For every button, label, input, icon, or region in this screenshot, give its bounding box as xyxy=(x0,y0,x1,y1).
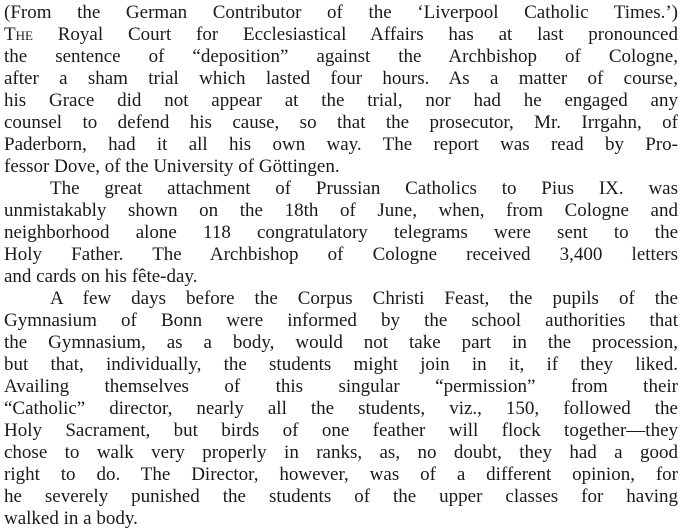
article-text-line xyxy=(4,354,678,376)
line-text: Royal Court for Ecclesiastical Affairs has at last pronounced xyxy=(32,24,678,45)
line-text: Gymnasium of Bonn were informed by the school authorities that xyxy=(4,310,678,331)
article-text-line xyxy=(4,398,678,420)
article-text-line xyxy=(4,134,678,156)
line-text: but that, individually, the students might join in it, if they liked. xyxy=(4,354,678,375)
line-text: right to do. The Director, however, was of a different opinion, for xyxy=(4,464,678,485)
article-text-line xyxy=(4,464,678,486)
line-text: after a sham trial which lasted four hours. As a matter of course, xyxy=(4,68,678,89)
article-text-line xyxy=(4,310,678,332)
article-text-line xyxy=(4,244,678,266)
line-text: “Catholic” director, nearly all the students, viz., 150, followed the xyxy=(4,398,678,419)
article-text-line xyxy=(4,90,678,112)
line-text: the Gymnasium, as a body, would not take part in the procession, xyxy=(4,332,678,353)
line-text: Holy Father. The Archbishop of Cologne received 3,400 letters xyxy=(4,244,678,265)
article-text-line xyxy=(4,420,678,442)
line-text: fessor Dove, of the University of Göttingen. xyxy=(4,156,340,177)
source-attribution-line xyxy=(4,2,678,24)
article-text-line xyxy=(4,266,678,288)
line-text: walked in a body. xyxy=(4,508,138,529)
line-text: (From the German Contributor of the ‘Liverpool Catholic Times.’) xyxy=(4,2,678,23)
article-text-line xyxy=(4,442,678,464)
line-text: counsel to defend his cause, so that the prosecutor, Mr. Irrgahn, of xyxy=(4,112,678,133)
line-text: unmistakably shown on the 18th of June, when, from Cologne and xyxy=(4,200,678,221)
line-text: A few days before the Corpus Christi Feast, the pupils of the xyxy=(50,288,678,309)
line-text: he severely punished the students of the upper classes for having xyxy=(4,486,678,507)
line-text: his Grace did not appear at the trial, nor had he engaged any xyxy=(4,90,678,111)
article-text-line xyxy=(4,112,678,134)
lead-word: The xyxy=(4,24,33,45)
article-text-line xyxy=(4,486,678,508)
article-text-line xyxy=(4,24,678,46)
article-text-line xyxy=(4,156,678,178)
line-text: Paderborn, had it all his own way. The report was read by Pro- xyxy=(4,134,678,155)
article-text-line xyxy=(4,46,678,68)
article-text-line xyxy=(4,178,678,200)
article-text-line xyxy=(4,376,678,398)
article-text-line xyxy=(4,332,678,354)
article-text-line xyxy=(4,68,678,90)
line-text: chose to walk very properly in ranks, as, no doubt, they had a good xyxy=(4,442,678,463)
line-text: The great attachment of Prussian Catholics to Pius IX. was xyxy=(50,178,678,199)
article-body xyxy=(4,2,678,530)
line-text: Availing themselves of this singular “permission” from their xyxy=(4,376,678,397)
article-text-line xyxy=(4,288,678,310)
article-text-line xyxy=(4,200,678,222)
article-text-line xyxy=(4,508,678,530)
line-text: the sentence of “deposition” against the Archbishop of Cologne, xyxy=(4,46,678,67)
line-text: Holy Sacrament, but birds of one feather will flock together—they xyxy=(4,420,678,441)
line-text: neighborhood alone 118 congratulatory telegrams were sent to the xyxy=(4,222,678,243)
line-text: and cards on his fête-day. xyxy=(4,266,198,287)
article-text-line xyxy=(4,222,678,244)
